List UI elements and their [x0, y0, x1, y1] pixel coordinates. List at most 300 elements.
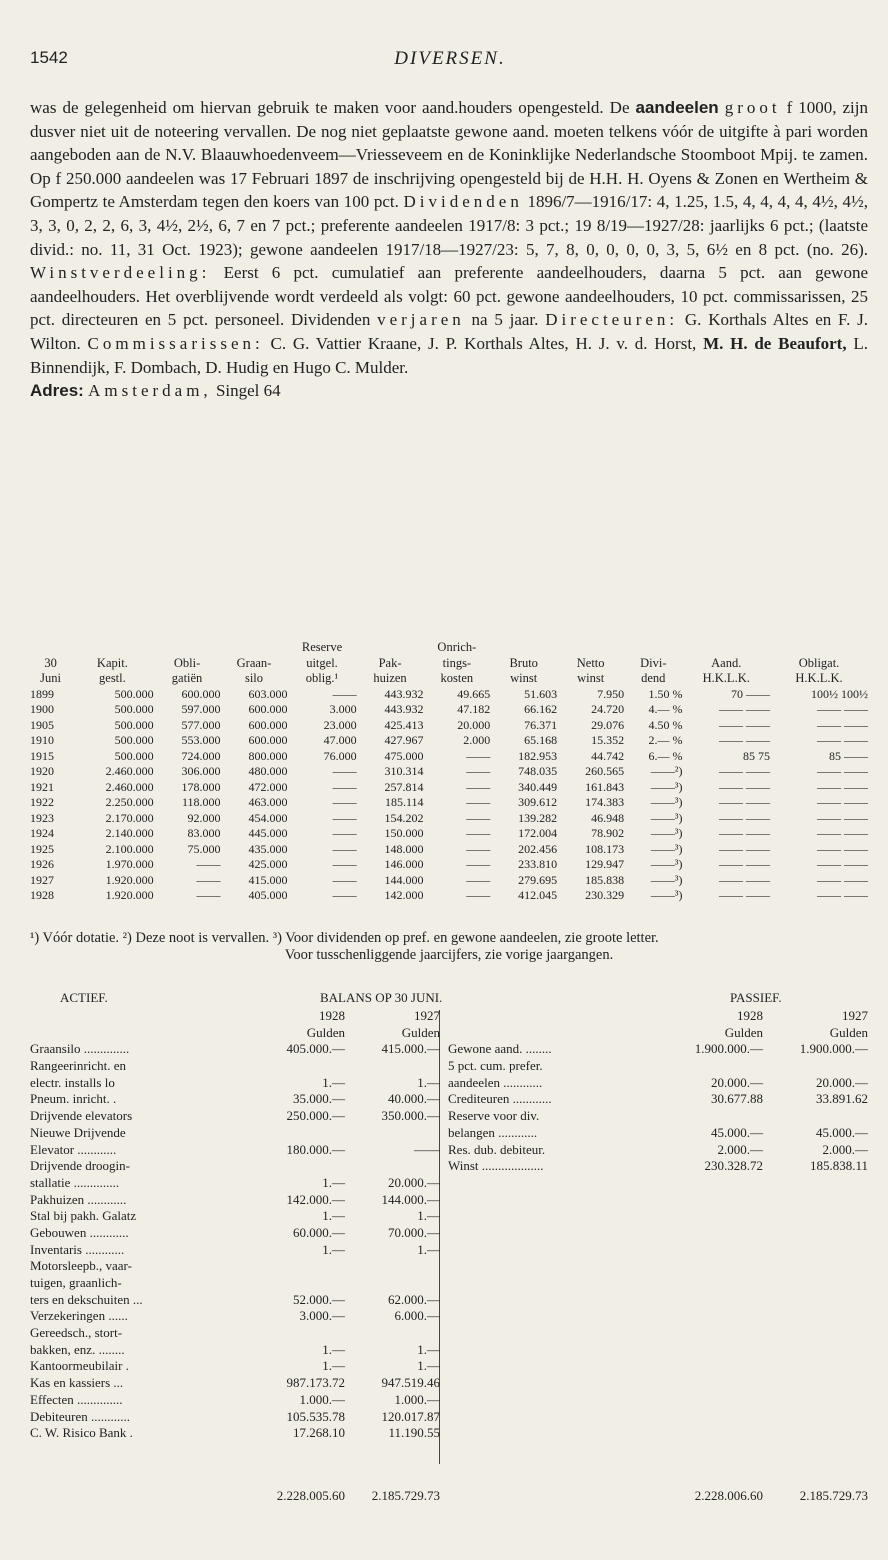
- table-cell: 1.50 %: [648, 686, 683, 701]
- table-cell: ——: [332, 841, 357, 856]
- table-cell: 139.282: [518, 810, 558, 825]
- balance-row: [30, 1342, 440, 1359]
- balance-row: [30, 1058, 440, 1075]
- table-cell: 85 75: [743, 748, 771, 763]
- total-actief-1928: 2.228.005.60: [276, 1488, 345, 1503]
- table-cell: 154.202: [384, 810, 424, 825]
- year-label: 1928: [319, 1008, 345, 1023]
- table-cell: 83.000: [187, 826, 221, 840]
- balance-item: Winst ...................: [448, 1158, 544, 1174]
- table-cell: 4.— %: [648, 702, 683, 716]
- balance-row: [30, 1175, 440, 1192]
- table-cell: ——³): [650, 779, 683, 794]
- table-cell: —— ——: [719, 795, 771, 809]
- balance-value-1928: 230.328.72: [704, 1158, 763, 1174]
- table-cell: —— ——: [817, 872, 868, 887]
- total-passief-1928: 2.228.006.60: [694, 1488, 763, 1503]
- table-cell: 600.000: [248, 733, 288, 747]
- table-cell: ——: [196, 888, 221, 902]
- table-cell: ——²): [650, 764, 683, 778]
- text-run: G. Korthals Altes en F. J. Wilton.: [30, 310, 869, 353]
- table-cell: 1924: [30, 826, 54, 840]
- header-cell: winst: [510, 671, 538, 685]
- balance-value-1928: 1.900.000.—: [694, 1041, 763, 1057]
- table-cell: 150.000: [384, 826, 424, 840]
- table-cell: 306.000: [181, 764, 221, 778]
- table-cell: 100½ 100½: [811, 686, 868, 701]
- table-cell: —— ——: [719, 702, 771, 716]
- balance-item: belangen ............: [448, 1124, 538, 1140]
- table-row: [30, 842, 868, 858]
- balance-row: [448, 1058, 868, 1075]
- page-header: [30, 48, 870, 78]
- balance-item: aandeelen ............: [448, 1074, 543, 1090]
- table-cell: —— ——: [817, 702, 868, 716]
- balance-value-1927: 1.—: [417, 1208, 440, 1224]
- header-cell: Obli-: [173, 655, 201, 670]
- page-number: 1542: [30, 48, 68, 67]
- header-cell: 30: [44, 655, 57, 670]
- balance-value-1927: 20.000.—: [388, 1174, 440, 1190]
- actief-heading: ACTIEF.: [60, 990, 108, 1005]
- table-cell: 47.182: [457, 702, 491, 716]
- term-groot: groot: [724, 98, 781, 117]
- text-run: 1896/7—1916/17: 4, 1.25, 1.5, 4, 4, 4, 4, 4½, 4½, 3, 3, 0, 2, 2, 6, 3, 4½, 2½, 6, 7 en 7 pct.; preferente aandeelen 1917/8: 3 pct.; 19 8/19—1927/28: jaarlijks 6 pct.; (laatste divid.: no. 11, 31 Oct. 1923); gewone aandeelen 1917/18—1927/23: 5, 7, 8, 0, 0, 0, 0, 3, 5, 6½ en 8 pct. (no. 26).: [30, 192, 868, 259]
- table-cell: —— ——: [719, 872, 771, 887]
- balance-row: [30, 1091, 440, 1108]
- passief-column: [448, 1008, 868, 1175]
- table-cell: ——³): [650, 888, 683, 902]
- balance-item: Reserve voor div.: [448, 1108, 540, 1124]
- table-cell: 475.000: [384, 748, 424, 763]
- table-cell: 425.000: [248, 857, 288, 871]
- balance-value-1927: 11.190.55: [388, 1425, 440, 1441]
- history-table: [30, 640, 868, 904]
- table-cell: 412.045: [518, 888, 558, 902]
- address-city: Amsterdam,: [88, 381, 212, 401]
- table-cell: 1922: [30, 795, 54, 809]
- balance-value-1928: [250, 1058, 345, 1075]
- table-cell: ——: [332, 857, 357, 871]
- footnote-line: ¹) Vóór dotatie. ²) Deze noot is vervallen. ³) Voor dividenden op pref. en gewone aandeelen, zie groote letter.: [30, 930, 659, 946]
- table-cell: 405.000: [248, 888, 288, 902]
- table-cell: 427.967: [384, 733, 424, 747]
- header-cell: Netto: [576, 655, 605, 670]
- balance-value-1928: [658, 1058, 763, 1075]
- term-verjaren: verjaren: [377, 310, 465, 330]
- header-cell: huizen: [373, 671, 407, 685]
- table-row: [30, 702, 868, 718]
- balance-row: [30, 1258, 440, 1275]
- balance-row: [448, 1158, 868, 1175]
- balance-value-1927: 45.000.—: [816, 1124, 868, 1140]
- balance-sheet: [30, 990, 868, 1503]
- header-cell: Bruto: [509, 655, 538, 670]
- balance-value-1927: 120.017.87: [381, 1408, 440, 1424]
- balance-value-1928: [250, 1275, 345, 1292]
- address-street: Singel 64: [211, 381, 281, 401]
- balance-value-1928: 1.—: [322, 1341, 345, 1357]
- balance-value-1928: 1.—: [322, 1074, 345, 1090]
- header-cell: kosten: [440, 671, 474, 685]
- balance-value-1928: 20.000.—: [711, 1074, 763, 1090]
- table-cell: —— ——: [817, 779, 868, 794]
- header-cell: Obligat.: [798, 655, 840, 670]
- balance-value-1928: 250.000.—: [286, 1108, 345, 1124]
- balance-value-1927: 1.000.—: [394, 1391, 440, 1407]
- table-cell: 185.114: [384, 795, 424, 809]
- table-cell: 202.456: [518, 841, 558, 856]
- table-cell: 24.720: [591, 702, 625, 716]
- table-cell: 472.000: [248, 779, 288, 794]
- name-beaufort: M. H. de Beaufort,: [703, 333, 847, 353]
- table-cell: ——: [332, 810, 357, 825]
- balance-row: [30, 1325, 440, 1342]
- balance-value-1927: [345, 1275, 440, 1292]
- table-cell: —— ——: [719, 888, 771, 902]
- table-cell: 600.000: [181, 686, 221, 701]
- table-cell: 1910: [30, 733, 54, 747]
- balance-row: [30, 1409, 440, 1426]
- header-cell: [682, 640, 770, 656]
- table-cell: 178.000: [181, 779, 221, 794]
- balance-value-1928: 987.173.72: [286, 1375, 345, 1391]
- table-cell: —— ——: [817, 841, 868, 856]
- balance-value-1927: 2.000.—: [822, 1141, 868, 1157]
- balance-item: Inventaris ............: [30, 1241, 125, 1257]
- table-row: [30, 857, 868, 873]
- text-run: was de gelegenheid om hiervan gebruik te maken voor aand.houders opengesteld. De: [30, 98, 636, 117]
- table-cell: 1915: [30, 748, 54, 763]
- header-cell: tings-: [442, 655, 472, 670]
- table-cell: ——³): [650, 857, 683, 871]
- balance-row: [30, 1125, 440, 1142]
- table-cell: —— ——: [719, 841, 771, 856]
- balance-value-1928: [250, 1258, 345, 1275]
- table-cell: 129.947: [585, 857, 625, 871]
- balance-row: [30, 1242, 440, 1259]
- balance-value-1927: 1.—: [417, 1341, 440, 1357]
- table-cell: ——: [196, 857, 221, 871]
- running-title: DIVERSEN.: [394, 48, 506, 69]
- table-cell: 182.953: [518, 748, 558, 763]
- table-cell: 310.314: [384, 764, 424, 778]
- table-cell: 603.000: [248, 686, 288, 701]
- total-actief-1927: 2.185.729.73: [371, 1488, 440, 1503]
- table-cell: 500.000: [114, 733, 154, 747]
- table-cell: 257.814: [384, 779, 424, 794]
- table-cell: 500.000: [114, 686, 154, 701]
- unit-label: Gulden: [306, 1024, 345, 1040]
- table-cell: —— ——: [817, 733, 868, 747]
- balance-row: [30, 1192, 440, 1209]
- balance-value-1927: 1.900.000.—: [799, 1041, 868, 1057]
- table-cell: 500.000: [114, 702, 154, 716]
- term-dividenden: Dividenden: [403, 192, 523, 212]
- table-cell: —— ——: [719, 810, 771, 825]
- balance-row: [448, 1142, 868, 1159]
- table-row: [30, 764, 868, 780]
- table-cell: 76.000: [323, 748, 357, 763]
- balance-item: Pakhuizen ............: [30, 1191, 127, 1207]
- table-cell: 1921: [30, 779, 54, 794]
- table-cell: ——: [332, 872, 357, 887]
- passief-heading: PASSIEF.: [730, 990, 782, 1005]
- table-cell: 2.000: [463, 733, 491, 747]
- table-row: [30, 795, 868, 811]
- table-cell: 185.838: [585, 872, 625, 887]
- table-cell: 230.329: [585, 888, 625, 902]
- table-cell: 2.170.000: [105, 810, 154, 825]
- text-run: Eerst 6 pct. cumulatief aan preferente aandeelhouders, daarna 5 pct. aan gewone aandeelhouders. Het overblijvende wordt verdeeld als volgt: 60 pct. gewone aandeelhouders, 10 pct. commissarissen, 25 pct. directeuren en 5 pct. personeel. Dividenden: [30, 263, 868, 330]
- balance-value-1928: 1.000.—: [299, 1391, 345, 1407]
- header-cell: Onrich-: [437, 640, 477, 654]
- header-cell: Aand.: [711, 655, 742, 670]
- balance-row: [30, 1225, 440, 1242]
- table-cell: 2.100.000: [105, 841, 154, 856]
- table-cell: 233.810: [518, 857, 558, 871]
- header-cell: [30, 640, 71, 656]
- year-label: 1927: [842, 1008, 868, 1023]
- table-cell: 1925: [30, 841, 54, 856]
- table-cell: 118.000: [181, 795, 221, 809]
- header-cell: [557, 640, 624, 656]
- balance-item: Debiteuren ............: [30, 1408, 131, 1424]
- header-cell: [221, 640, 288, 656]
- balance-item: Gewone aand. ........: [448, 1041, 552, 1057]
- term-winstverdeeling: Winstverdeeling:: [30, 263, 211, 283]
- table-cell: 75.000: [187, 841, 221, 856]
- table-cell: ——³): [650, 810, 683, 825]
- table-cell: —— ——: [817, 717, 868, 732]
- header-cell: [357, 640, 424, 656]
- balance-item: Kas en kassiers ...: [30, 1375, 124, 1391]
- table-cell: 748.035: [518, 764, 558, 778]
- balance-value-1927: 33.891.62: [816, 1091, 868, 1107]
- balance-row: [30, 1075, 440, 1092]
- table-cell: —— ——: [719, 717, 771, 732]
- balance-item: bakken, enz. ........: [30, 1341, 125, 1357]
- balance-row: [30, 1425, 440, 1442]
- table-header-row: [30, 640, 868, 656]
- address-line: [30, 379, 868, 403]
- table-cell: 4.50 %: [648, 717, 683, 732]
- table-cell: ——: [466, 841, 491, 856]
- table-cell: 1928: [30, 888, 54, 902]
- table-cell: 44.742: [591, 748, 625, 763]
- balance-row: [30, 1208, 440, 1225]
- table-cell: 146.000: [384, 857, 424, 871]
- balance-value-1927: [345, 1258, 440, 1275]
- balance-row: [448, 1125, 868, 1142]
- balance-row: [30, 1275, 440, 1292]
- table-cell: 49.665: [457, 686, 491, 701]
- balance-value-1927: 20.000.—: [816, 1074, 868, 1090]
- table-cell: ——: [466, 857, 491, 871]
- balance-row: [30, 1158, 440, 1175]
- table-cell: 1.920.000: [105, 872, 154, 887]
- balance-row: [30, 1308, 440, 1325]
- header-cell: [624, 640, 682, 656]
- table-cell: 2.140.000: [105, 826, 154, 840]
- table-cell: 174.383: [585, 795, 625, 809]
- balance-value-1928: 1.—: [322, 1174, 345, 1190]
- balance-row: [448, 1108, 868, 1125]
- header-cell: uitgel.: [306, 655, 338, 670]
- table-row: [30, 687, 868, 703]
- table-cell: 46.948: [591, 810, 625, 825]
- unit-label: Gulden: [401, 1024, 440, 1040]
- table-cell: 47.000: [323, 733, 357, 747]
- header-cell: dend: [641, 671, 666, 685]
- balance-item: Kantoormeubilair .: [30, 1358, 129, 1374]
- total-passief-1927: 2.185.729.73: [799, 1488, 868, 1503]
- table-cell: —— ——: [719, 779, 771, 794]
- table-cell: ——: [332, 764, 357, 778]
- header-cell: Kapit.: [96, 655, 128, 670]
- balance-row: [448, 1091, 868, 1108]
- balance-value-1927: [345, 1058, 440, 1075]
- table-cell: 445.000: [248, 826, 288, 840]
- table-cell: 724.000: [181, 748, 221, 763]
- unit-label: Gulden: [724, 1024, 763, 1040]
- balance-row: [448, 1041, 868, 1058]
- table-row: [30, 826, 868, 842]
- balance-item: C. W. Risico Bank .: [30, 1425, 133, 1441]
- balance-value-1928: 405.000.—: [286, 1041, 345, 1057]
- year-header: [448, 1008, 868, 1025]
- table-row: [30, 873, 868, 889]
- balance-value-1927: 6.000.—: [394, 1308, 440, 1324]
- balance-item: Stal bij pakh. Galatz: [30, 1208, 137, 1224]
- table-cell: 144.000: [384, 872, 424, 887]
- table-cell: ——: [466, 810, 491, 825]
- balance-row: [30, 1108, 440, 1125]
- table-cell: 172.004: [518, 826, 558, 840]
- year-label: 1927: [414, 1008, 440, 1023]
- balance-value-1928: 45.000.—: [711, 1124, 763, 1140]
- table-cell: 443.932: [384, 686, 424, 701]
- balance-item: Drijvende droogin-: [30, 1158, 131, 1174]
- term-aandeelen: aandeelen: [635, 98, 719, 117]
- header-cell: H.K.L.K.: [795, 671, 843, 685]
- text-run: na 5 jaar.: [464, 310, 546, 330]
- table-cell: 435.000: [248, 841, 288, 856]
- table-cell: —— ——: [817, 888, 868, 902]
- table-cell: ——³): [650, 795, 683, 809]
- balance-value-1927: 144.000.—: [381, 1191, 440, 1207]
- balance-value-1928: 17.268.10: [293, 1425, 345, 1441]
- table-cell: —— ——: [719, 733, 771, 747]
- table-cell: 78.902: [591, 826, 625, 840]
- header-cell: Reserve: [301, 640, 343, 654]
- table-cell: 108.173: [585, 841, 625, 856]
- table-cell: —— ——: [719, 857, 771, 871]
- table-cell: 1923: [30, 810, 54, 825]
- balance-row: [30, 1375, 440, 1392]
- header-cell: Pak-: [378, 655, 402, 670]
- table-cell: 480.000: [248, 764, 288, 778]
- table-cell: 85 ——: [829, 748, 868, 763]
- header-cell: [770, 640, 868, 656]
- balance-value-1928: [250, 1158, 345, 1175]
- table-cell: ——: [332, 795, 357, 809]
- table-cell: 279.695: [518, 872, 558, 887]
- balance-item: Motorsleepb., vaar-: [30, 1258, 132, 1274]
- table-cell: 1905: [30, 717, 54, 732]
- table-cell: ——: [466, 748, 491, 763]
- table-cell: 500.000: [114, 717, 154, 732]
- table-cell: 500.000: [114, 748, 154, 763]
- table-cell: 1900: [30, 702, 54, 716]
- balance-value-1928: 180.000.—: [286, 1141, 345, 1157]
- table-cell: 553.000: [181, 733, 221, 747]
- balance-value-1927: [345, 1158, 440, 1175]
- table-cell: 1.920.000: [105, 888, 154, 902]
- table-cell: ——: [332, 888, 357, 902]
- table-cell: 800.000: [248, 748, 288, 763]
- balance-value-1928: 1.—: [322, 1208, 345, 1224]
- actief-column: [30, 1008, 440, 1442]
- balance-row: [30, 1292, 440, 1309]
- table-cell: 6.— %: [648, 748, 683, 763]
- table-cell: ——: [466, 779, 491, 794]
- table-header-row: [30, 671, 868, 687]
- balance-value-1927: 185.838.11: [809, 1158, 868, 1174]
- balance-item: ters en dekschuiten ...: [30, 1291, 143, 1307]
- balance-item: Pneum. inricht. .: [30, 1091, 117, 1107]
- table-cell: ——: [466, 872, 491, 887]
- balance-value-1928: 3.000.—: [299, 1308, 345, 1324]
- balance-item: stallatie ..............: [30, 1174, 120, 1190]
- balance-value-1928: 60.000.—: [293, 1224, 345, 1240]
- term-directeuren: Directeuren:: [545, 310, 679, 330]
- balance-row: [448, 1075, 868, 1092]
- table-cell: ——: [466, 764, 491, 778]
- table-cell: 597.000: [181, 702, 221, 716]
- table-cell: 161.843: [585, 779, 625, 794]
- balance-value-1928: 1.—: [322, 1358, 345, 1374]
- balance-item: Nieuwe Drijvende: [30, 1124, 126, 1140]
- balance-row: [30, 1358, 440, 1375]
- balance-title: BALANS OP 30 JUNI.: [320, 990, 443, 1005]
- text-run: f 1000, zijn dusver niet uit de noteering vervallen. De nog niet geplaatste gewone aand. moeten telkens vóór de uitgifte à pari worden aangeboden aan de N.V. Blaauwhoedenveem—Vriesseveem en de Koninklijke Nederlandsche Stoomboot Mpij. te zamen. Op f 250.000 aandeelen was 17 Februari 1897 de inschrijving opengesteld bij de H.H. H. Oyens & Zonen en Wertheim & Gompertz te Amsterdam tegen den koers van 100 pct.: [30, 98, 869, 212]
- table-cell: 7.950: [597, 686, 625, 701]
- header-cell: gatiën: [171, 671, 203, 685]
- table-cell: ——: [196, 872, 221, 887]
- balance-row: [30, 1041, 440, 1058]
- header-cell: H.K.L.K.: [702, 671, 750, 685]
- balance-value-1927: 1.—: [417, 1358, 440, 1374]
- table-cell: 20.000: [457, 717, 491, 732]
- balance-value-1927: [345, 1325, 440, 1342]
- address-label: Adres:: [30, 381, 84, 401]
- balance-value-1928: 105.535.78: [286, 1408, 345, 1424]
- table-cell: 66.162: [524, 702, 558, 716]
- balance-item: 5 pct. cum. prefer.: [448, 1058, 543, 1074]
- balance-value-1927: 1.—: [417, 1074, 440, 1090]
- table-cell: 148.000: [384, 841, 424, 856]
- table-cell: ——: [332, 779, 357, 794]
- body-text: [30, 96, 868, 403]
- table-cell: 1926: [30, 857, 54, 871]
- balance-value-1928: [250, 1125, 345, 1142]
- paragraph: [30, 96, 868, 379]
- balance-totals: [30, 1488, 868, 1505]
- balance-item: Res. dub. debiteur.: [448, 1141, 546, 1157]
- table-cell: 415.000: [248, 872, 288, 887]
- table-cell: 1899: [30, 686, 54, 701]
